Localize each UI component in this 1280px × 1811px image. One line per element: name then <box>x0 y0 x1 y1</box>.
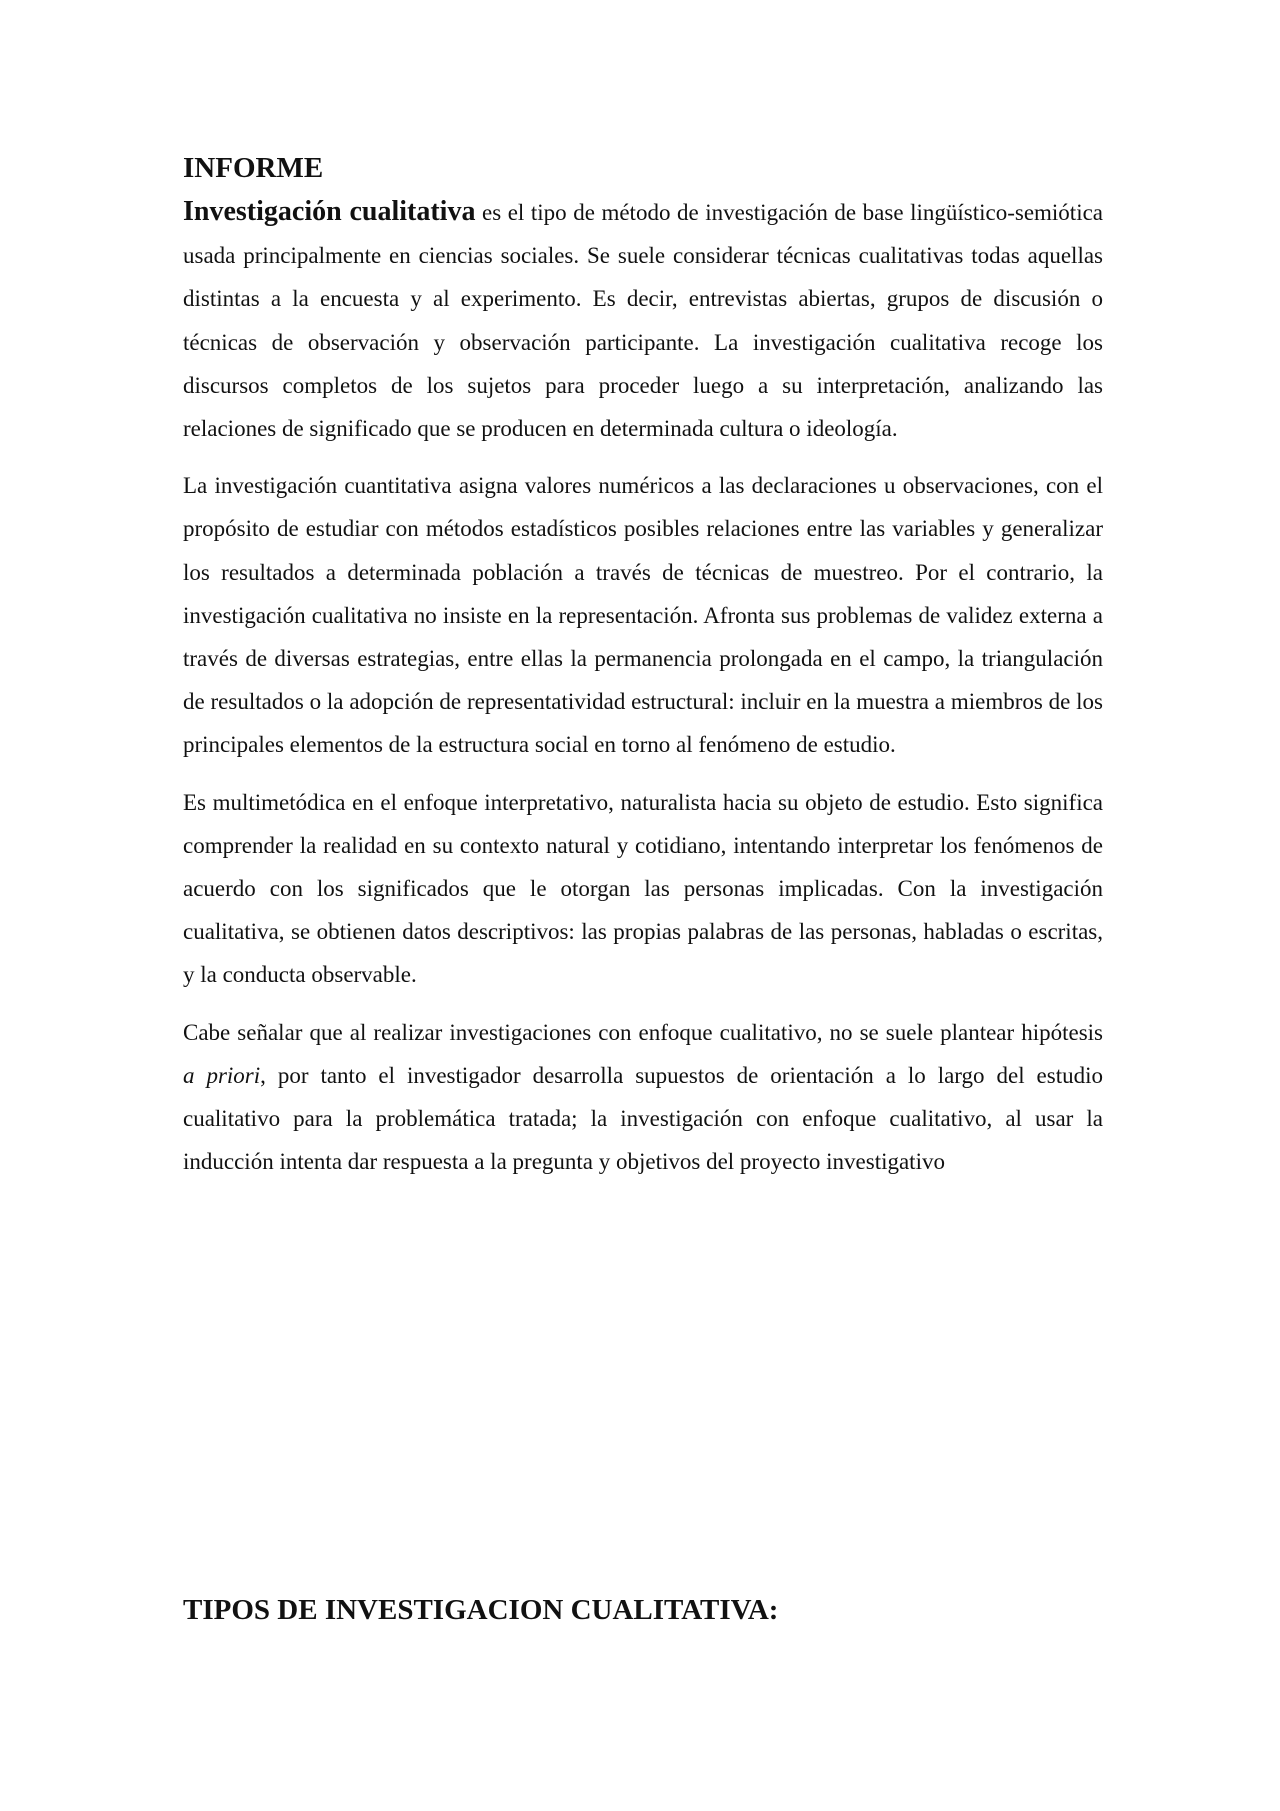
paragraph-1-text: es el tipo de método de investigación de base lingüístico-semiótica usada principalmente en ciencias sociales. Se suele considerar técnicas cualitativas todas aquellas distintas a la encuesta y al experimento. Es decir, entrevistas abiertas, grupos de discusión o técnicas de observación y observación participante. La investigación cualitativa recoge los discursos completos de los sujetos para proceder luego a su interpretación, analizando las relaciones de significado que se producen en determinada cultura o ideología. <box>183 200 1103 442</box>
lead-term: Investigación cualitativa <box>183 196 476 227</box>
paragraph-4 <box>183 1011 1103 1184</box>
paragraph-2: La investigación cuantitativa asigna valores numéricos a las declaraciones u observaciones, con el propósito de estudiar con métodos estadísticos posibles relaciones entre las variables y generalizar los resultados a determinada población a través de técnicas de muestreo. Por el contrario, la investigación cualitativa no insiste en la representación. Afronta sus problemas de validez externa a través de diversas estrategias, entre ellas la permanencia prolongada en el campo, la triangulación de resultados o la adopción de representatividad estructural: incluir en la muestra a miembros de los principales elementos de la estructura social en torno al fenómeno de estudio. <box>183 473 1103 758</box>
section-heading: TIPOS DE INVESTIGACION CUALITATIVA: <box>183 1594 779 1626</box>
paragraph-4-text-before: Cabe señalar que al realizar investigaciones con enfoque cualitativo, no se suele plantear hipótesis <box>183 1019 1103 1045</box>
document-title: INFORME <box>183 152 324 184</box>
paragraph-4-text-after: , por tanto el investigador desarrolla supuestos de orientación a lo largo del estudio cualitativo para la problemática tratada; la investigación con enfoque cualitativo, al usar la inducción intenta dar respuesta a la pregunta y objetivos del proyecto investigativo <box>183 1062 1103 1175</box>
italic-term: a priori <box>183 1062 261 1088</box>
paragraph-1 <box>183 190 1103 450</box>
paragraph-3: Es multimetódica en el enfoque interpretativo, naturalista hacia su objeto de estudio. Esto significa comprender la realidad en su contexto natural y cotidiano, intentando interpretar los fenómenos de acuerdo con los significados que le otorgan las personas implicadas. Con la investigación cualitativa, se obtienen datos descriptivos: las propias palabras de las personas, habladas o escritas, y la conducta observable. <box>183 789 1103 988</box>
document-body <box>183 148 1103 1197</box>
